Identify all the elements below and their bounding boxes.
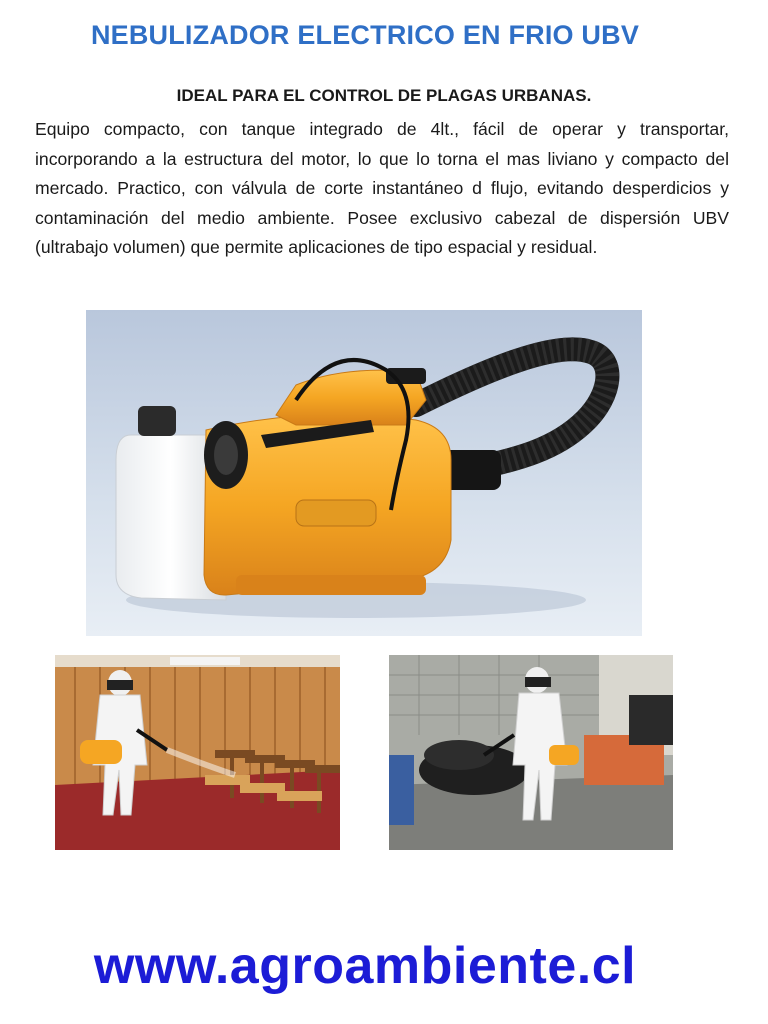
classroom-illustration [55, 655, 340, 850]
page-title: NEBULIZADOR ELECTRICO EN FRIO UBV [90, 20, 640, 50]
product-photo [86, 310, 642, 636]
nebulizer-illustration [86, 310, 642, 636]
warehouse-illustration [389, 655, 673, 850]
product-description: Equipo compacto, con tanque integrado de 4lt., fácil de operar y transportar, incorporando a la estructura del motor, lo que lo torna el mas liviano y compacto del mercado. Practico, con válvula de corte instantáneo d flujo, evitando desperdicios y contaminación del medio ambiente. Posee exclusivo cabezal de dispersión UBV (ultrabajo volumen) que permite aplicaciones de tipo espacial y residual. [35, 119, 729, 257]
warehouse-application-photo [389, 655, 673, 850]
classroom-application-photo [55, 655, 340, 850]
page-subtitle: IDEAL PARA EL CONTROL DE PLAGAS URBANAS. [176, 86, 592, 105]
website-link[interactable]: www.agroambiente.cl [93, 937, 637, 995]
